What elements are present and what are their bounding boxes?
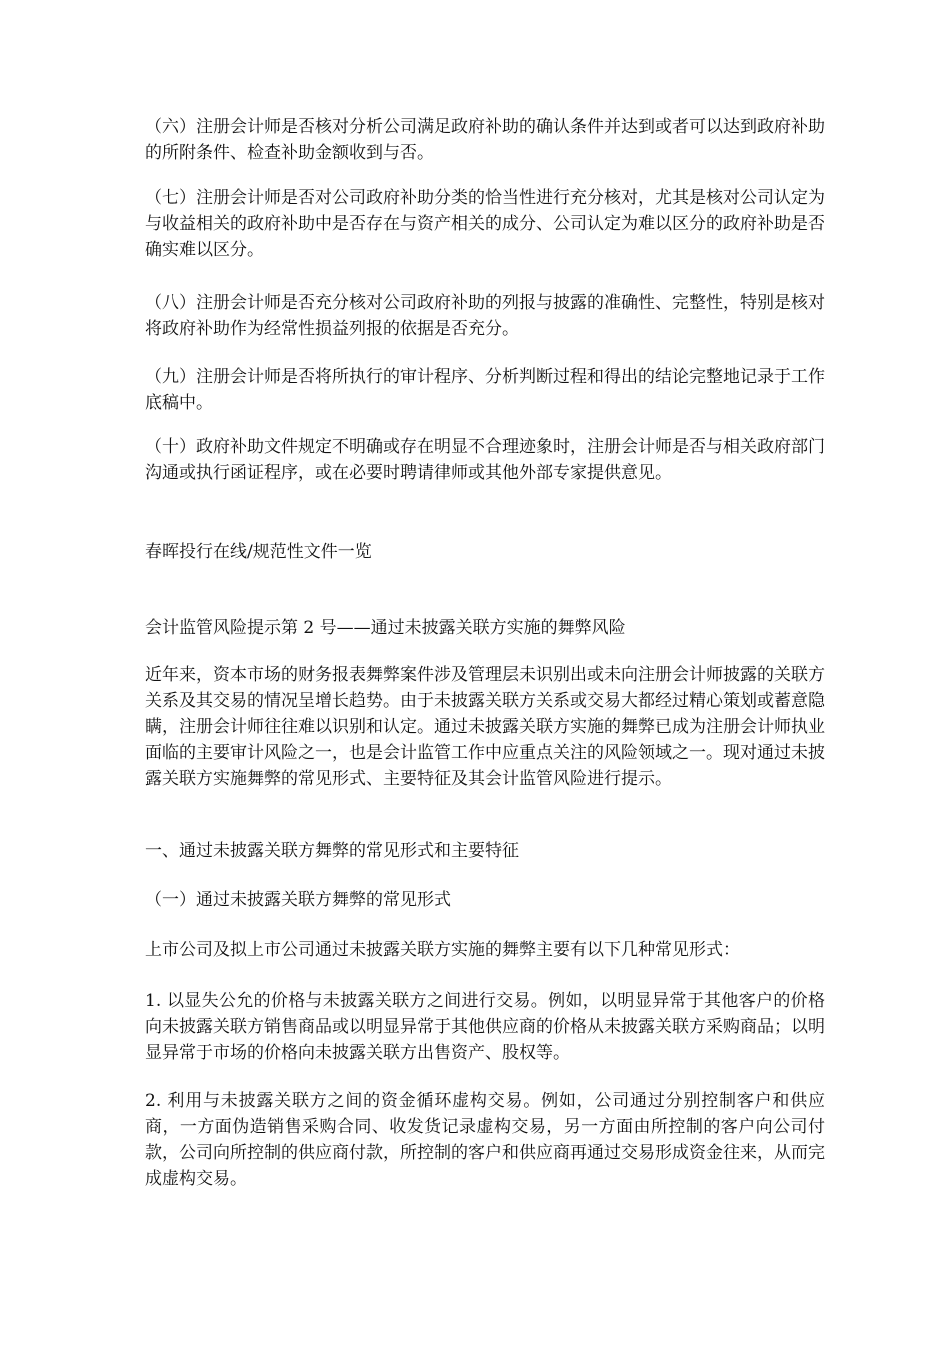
paragraph-6: （六）注册会计师是否核对分析公司满足政府补助的确认条件并达到或者可以达到政府补助的所附条件、检查补助金额收到与否。: [145, 117, 825, 163]
intro-paragraph: 近年来，资本市场的财务报表舞弊案件涉及管理层未识别出或未向注册会计师披露的关联方关系及其交易的情况呈增长趋势。由于未披露关联方关系或交易大都经过精心策划或蓄意隐瞒，注册会计师往往难以识别和认定。通过未披露关联方实施的舞弊已成为注册会计师执业面临的主要审计风险之一，也是会计监管工作中应重点关注的风险领域之一。现对通过未披露关联方实施舞弊的常见形式、主要特征及其会计监管风险进行提示。: [145, 665, 825, 789]
form-item-1: 1. 以显失公允的价格与未披露关联方之间进行交易。例如，以明显异常于其他客户的价格向未披露关联方销售商品或以明显异常于其他供应商的价格从未披露关联方采购商品；以明显异常于市场的价格向未披露关联方出售资产、股权等。: [145, 991, 825, 1063]
subsection-heading: （一）通过未披露关联方舞弊的常见形式: [145, 890, 451, 910]
source-line: 春晖投行在线/规范性文件一览: [145, 542, 372, 562]
paragraph-10: （十）政府补助文件规定不明确或存在明显不合理迹象时，注册会计师是否与相关政府部门沟通或执行函证程序，或在必要时聘请律师或其他外部专家提供意见。: [145, 437, 825, 483]
form-item-2: 2. 利用与未披露关联方之间的资金循环虚构交易。例如，公司通过分别控制客户和供应商，一方面伪造销售采购合同、收发货记录虚构交易，另一方面由所控制的客户向公司付款，公司向所控制的供应商付款，所控制的客户和供应商再通过交易形成资金往来，从而完成虚构交易。: [145, 1091, 825, 1189]
section-heading: 一、通过未披露关联方舞弊的常见形式和主要特征: [145, 841, 519, 861]
paragraph-7: （七）注册会计师是否对公司政府补助分类的恰当性进行充分核对，尤其是核对公司认定为与收益相关的政府补助中是否存在与资产相关的成分、公司认定为难以区分的政府补助是否确实难以区分。: [145, 188, 825, 260]
paragraph-9: （九）注册会计师是否将所执行的审计程序、分析判断过程和得出的结论完整地记录于工作底稿中。: [145, 367, 825, 413]
forms-intro: 上市公司及拟上市公司通过未披露关联方实施的舞弊主要有以下几种常见形式：: [145, 940, 740, 960]
document-title: 会计监管风险提示第 2 号——通过未披露关联方实施的舞弊风险: [145, 618, 626, 638]
paragraph-8: （八）注册会计师是否充分核对公司政府补助的列报与披露的准确性、完整性，特别是核对将政府补助作为经常性损益列报的依据是否充分。: [145, 293, 825, 339]
